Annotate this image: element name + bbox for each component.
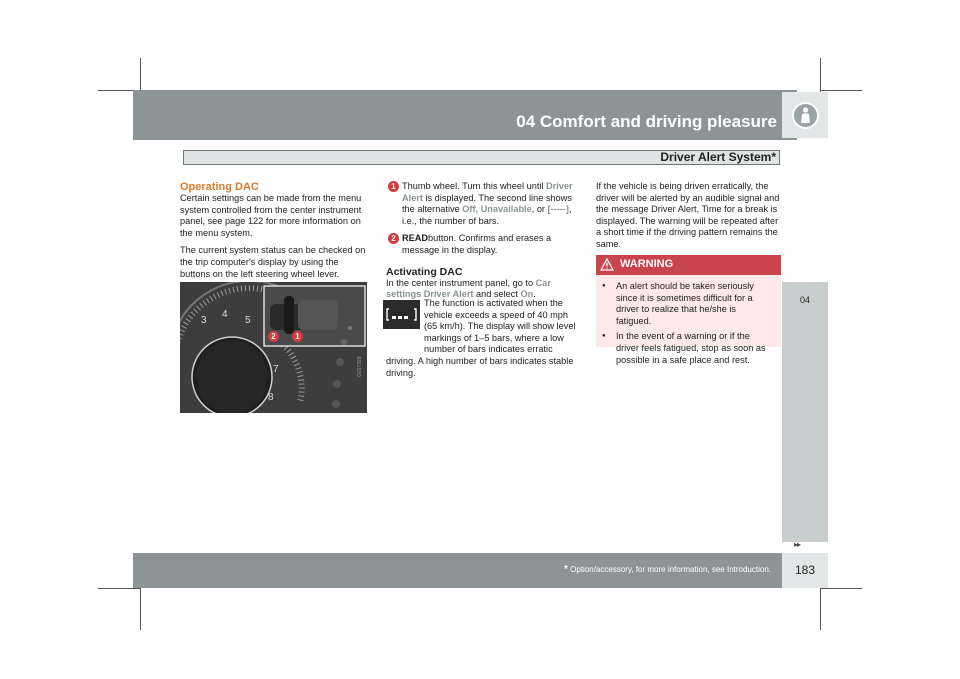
figure-code: G017328 xyxy=(357,356,363,377)
page-number: 183 xyxy=(794,563,816,577)
function-paragraph xyxy=(386,298,576,379)
footnote-star: * xyxy=(564,564,568,575)
warning-triangle-icon xyxy=(600,258,614,276)
crop-mark xyxy=(98,588,140,589)
callout-badge-2: 2 xyxy=(388,233,399,244)
read-label: READ xyxy=(402,233,429,244)
warning-title: WARNING xyxy=(620,258,674,270)
warning-item: ● In the event of a warning or if the driver feels fatigued, stop as soon as possible in a safe place and rest. xyxy=(598,331,773,366)
footer-note-text: Option/accessory, for more information, see Introduction. xyxy=(567,565,771,574)
callout-badge-2: 2 xyxy=(268,331,279,342)
warning-item: ● An alert should be taken seriously since it is sometimes difficult for a driver to realize that he/she is fatigued. xyxy=(598,281,773,327)
text: , or xyxy=(531,204,548,215)
crop-mark xyxy=(140,588,141,630)
dial-number: 4 xyxy=(222,309,228,320)
dial-number: 8 xyxy=(268,392,274,403)
paragraph: The current system status can be checked on the trip computer's display by using the buttons on the left steering wheel lever. xyxy=(180,245,366,279)
text: and select xyxy=(473,289,521,300)
section-title: Driver Alert System* xyxy=(660,150,776,164)
footer-note xyxy=(564,564,771,575)
text: is displayed. The second line shows the alternative xyxy=(402,192,572,215)
chapter-tab-number: 04 xyxy=(799,295,810,305)
text: , i.e., the number of bars. xyxy=(402,204,572,226)
menu-text: Car settings Driver Alert xyxy=(386,277,551,300)
dial-number: 3 xyxy=(201,315,207,326)
right-paragraph: If the vehicle is being driven erratically, the driver will be alerted by an audible signal and the message Driver Alert, Time for a break is displayed. The warning will be repeated after a short time if the driving pattern remains the same. xyxy=(596,181,780,249)
float-spacer xyxy=(386,298,424,345)
heading-activating-dac: Activating DAC xyxy=(386,265,463,278)
text: In the center instrument panel, go to xyxy=(386,277,536,288)
text: . xyxy=(533,289,536,300)
text: button. Confirms and erases a message in the display. xyxy=(402,233,552,255)
continue-arrows-icon: ▸▸ xyxy=(794,540,801,549)
text: The function is activated when the vehicle exceeds a speed of 40 mph (65 km/h). The display will show level markings of 1–5 bars, where a low number of bars indicates erratic driving. A high number of bars indicates stable driving. xyxy=(386,298,576,378)
callout-badge-1: 1 xyxy=(292,331,303,342)
seat-occupant-icon xyxy=(792,102,819,129)
crop-mark xyxy=(820,588,862,589)
chapter-tab xyxy=(782,282,828,542)
left-column xyxy=(180,181,370,286)
menu-text: Off, Unavailable xyxy=(462,204,532,215)
chapter-title: 04 Comfort and driving pleasure xyxy=(516,112,777,131)
item-thumb-wheel xyxy=(386,181,576,227)
crop-mark xyxy=(820,90,862,91)
menu-text: Driver Alert xyxy=(402,181,573,203)
warning-body xyxy=(596,275,781,365)
instrument-panel-figure xyxy=(180,282,367,413)
text: Thumb wheel. Turn this wheel until xyxy=(402,181,547,191)
callout-badge-1: 1 xyxy=(388,181,399,192)
menu-text: On xyxy=(520,289,534,300)
warning-list xyxy=(598,281,773,366)
paragraph: Certain settings can be made from the menu system controlled from the center instrument panel, see page 122 for more information on the menu system. xyxy=(180,193,362,238)
item-read-button xyxy=(386,233,576,256)
dial-number: 5 xyxy=(245,315,251,326)
crop-mark xyxy=(820,588,821,630)
middle-column xyxy=(386,181,576,307)
menu-text: [-----] xyxy=(547,204,569,215)
dial-number: 7 xyxy=(273,364,279,375)
heading-operating-dac: Operating DAC xyxy=(180,181,259,193)
